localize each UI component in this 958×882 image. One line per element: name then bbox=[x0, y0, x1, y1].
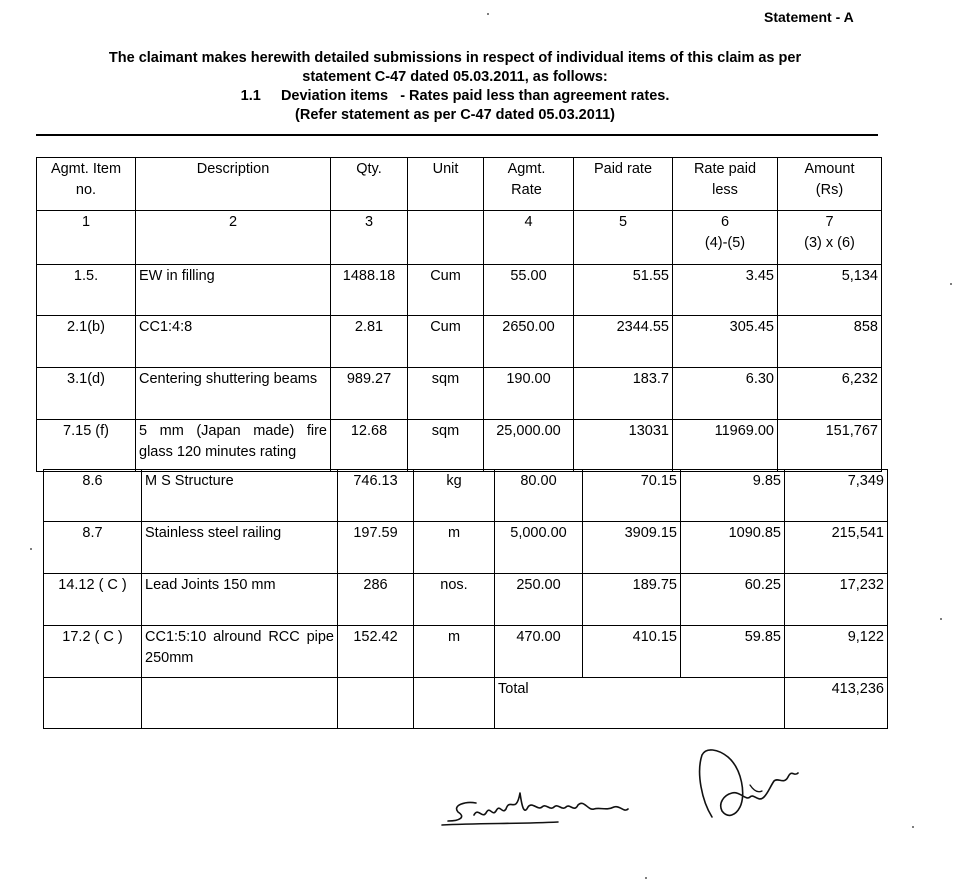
col-number-text: 2 bbox=[228, 214, 238, 230]
header-agmt-rate: Agmt. Rate bbox=[484, 158, 574, 211]
intro-line-4: (Refer statement as per C-47 dated 05.03.2011) bbox=[295, 107, 615, 123]
scan-speck bbox=[30, 548, 32, 550]
statement-label: Statement - A bbox=[764, 9, 854, 25]
cell-paid-rate: 51.55 bbox=[574, 265, 673, 316]
cell-qty: 1488.18 bbox=[331, 265, 408, 316]
cell-qty: 989.27 bbox=[331, 368, 408, 420]
cell-agmt-rate: 190.00 bbox=[484, 368, 574, 420]
cell-amount: 5,134 bbox=[778, 265, 882, 316]
cell-qty: 2.81 bbox=[331, 316, 408, 368]
header-description: Description bbox=[136, 158, 331, 211]
cell-qty: 152.42 bbox=[338, 626, 414, 678]
cell-unit: sqm bbox=[408, 420, 484, 472]
col-number bbox=[673, 211, 778, 265]
cell-item-no: 8.7 bbox=[44, 522, 142, 574]
cell-amount: 7,349 bbox=[785, 470, 888, 522]
cell-rate-paid-less: 9.85 bbox=[681, 470, 785, 522]
cell-description: CC1:5:10 alround RCC pipe 250mm bbox=[142, 626, 338, 678]
cell-agmt-rate: 470.00 bbox=[495, 626, 583, 678]
col-number bbox=[37, 211, 136, 265]
header-item-no: Agmt. Item no. bbox=[37, 158, 136, 211]
cell-qty: 12.68 bbox=[331, 420, 408, 472]
header-paid-rate: Paid rate bbox=[574, 158, 673, 211]
cell-item-no: 2.1(b) bbox=[37, 316, 136, 368]
empty-cell bbox=[142, 678, 338, 729]
cell-unit: Cum bbox=[408, 265, 484, 316]
col-number bbox=[136, 211, 331, 265]
header-unit: Unit bbox=[408, 158, 484, 211]
intro-text bbox=[30, 49, 880, 125]
col-number bbox=[408, 211, 484, 265]
col-number-text: 4 bbox=[524, 214, 533, 230]
cell-paid-rate: 410.15 bbox=[583, 626, 681, 678]
cell-amount: 9,122 bbox=[785, 626, 888, 678]
cell-agmt-rate: 5,000.00 bbox=[495, 522, 583, 574]
cell-agmt-rate: 80.00 bbox=[495, 470, 583, 522]
table-row bbox=[37, 265, 882, 316]
cell-amount: 151,767 bbox=[778, 420, 882, 472]
cell-description: Stainless steel railing bbox=[142, 522, 338, 574]
cell-agmt-rate: 55.00 bbox=[484, 265, 574, 316]
intro-line-2: statement C-47 dated 05.03.2011, as follows: bbox=[302, 69, 608, 85]
scan-speck bbox=[940, 618, 942, 620]
cell-rate-paid-less: 59.85 bbox=[681, 626, 785, 678]
header-row bbox=[37, 158, 882, 211]
cell-rate-paid-less: 11969.00 bbox=[673, 420, 778, 472]
col-formula: (4)-(5) bbox=[704, 235, 746, 251]
cell-description: Centering shuttering beams bbox=[136, 368, 331, 420]
cell-amount: 215,541 bbox=[785, 522, 888, 574]
scan-speck bbox=[912, 826, 914, 828]
header-qty: Qty. bbox=[331, 158, 408, 211]
scan-speck bbox=[645, 877, 647, 879]
cell-amount: 858 bbox=[778, 316, 882, 368]
cell-amount: 6,232 bbox=[778, 368, 882, 420]
cell-description: CC1:4:8 bbox=[136, 316, 331, 368]
cell-paid-rate: 189.75 bbox=[583, 574, 681, 626]
cell-description: Lead Joints 150 mm bbox=[142, 574, 338, 626]
cell-unit: m bbox=[414, 522, 495, 574]
cell-qty: 746.13 bbox=[338, 470, 414, 522]
total-label: Total bbox=[495, 678, 785, 729]
claim-table-lower bbox=[43, 469, 888, 729]
cell-paid-rate: 183.7 bbox=[574, 368, 673, 420]
col-number-text: 1 bbox=[81, 214, 91, 230]
cell-item-no: 1.5. bbox=[37, 265, 136, 316]
col-number bbox=[574, 211, 673, 265]
cell-description: M S Structure bbox=[142, 470, 338, 522]
cell-item-no: 14.12 ( C ) bbox=[44, 574, 142, 626]
header-amount: Amount (Rs) bbox=[778, 158, 882, 211]
cell-amount: 17,232 bbox=[785, 574, 888, 626]
cell-unit: m bbox=[414, 626, 495, 678]
cell-unit: Cum bbox=[408, 316, 484, 368]
cell-paid-rate: 3909.15 bbox=[583, 522, 681, 574]
empty-cell bbox=[338, 678, 414, 729]
cell-paid-rate: 13031 bbox=[574, 420, 673, 472]
table-row bbox=[44, 470, 888, 522]
signature-2 bbox=[688, 745, 808, 835]
table-row bbox=[44, 522, 888, 574]
column-number-row bbox=[37, 211, 882, 265]
cell-item-no: 8.6 bbox=[44, 470, 142, 522]
table-row bbox=[44, 626, 888, 678]
cell-paid-rate: 70.15 bbox=[583, 470, 681, 522]
heading-rule bbox=[36, 134, 878, 136]
claim-table-upper bbox=[36, 157, 882, 472]
empty-cell bbox=[44, 678, 142, 729]
col-number-text: 7 bbox=[825, 214, 834, 230]
cell-rate-paid-less: 305.45 bbox=[673, 316, 778, 368]
empty-cell bbox=[414, 678, 495, 729]
scan-speck bbox=[950, 283, 952, 285]
cell-item-no: 7.15 (f) bbox=[37, 420, 136, 472]
cell-qty: 197.59 bbox=[338, 522, 414, 574]
intro-line-1: The claimant makes herewith detailed submissions in respect of individual items of this claim as per bbox=[108, 50, 802, 66]
cell-description: EW in filling bbox=[136, 265, 331, 316]
cell-item-no: 17.2 ( C ) bbox=[44, 626, 142, 678]
col-number bbox=[484, 211, 574, 265]
signature-1 bbox=[438, 785, 638, 835]
table-row bbox=[37, 420, 882, 472]
col-number-text: 6 bbox=[720, 214, 730, 230]
total-row bbox=[44, 678, 888, 729]
scan-speck bbox=[487, 13, 489, 15]
cell-agmt-rate: 2650.00 bbox=[484, 316, 574, 368]
cell-qty: 286 bbox=[338, 574, 414, 626]
total-amount: 413,236 bbox=[785, 678, 888, 729]
cell-unit: kg bbox=[414, 470, 495, 522]
col-number bbox=[331, 211, 408, 265]
cell-item-no: 3.1(d) bbox=[37, 368, 136, 420]
cell-rate-paid-less: 6.30 bbox=[673, 368, 778, 420]
cell-unit: sqm bbox=[408, 368, 484, 420]
cell-description: 5 mm (Japan made) fire glass 120 minutes rating bbox=[136, 420, 331, 472]
col-formula: (3) x (6) bbox=[804, 235, 855, 251]
cell-rate-paid-less: 1090.85 bbox=[681, 522, 785, 574]
cell-paid-rate: 2344.55 bbox=[574, 316, 673, 368]
intro-line-3: 1.1 Deviation items - Rates paid less than agreement rates. bbox=[240, 88, 670, 104]
cell-unit: nos. bbox=[414, 574, 495, 626]
cell-agmt-rate: 250.00 bbox=[495, 574, 583, 626]
table-row bbox=[44, 574, 888, 626]
table-row bbox=[37, 316, 882, 368]
col-number bbox=[778, 211, 882, 265]
table-row bbox=[37, 368, 882, 420]
cell-rate-paid-less: 3.45 bbox=[673, 265, 778, 316]
header-rate-paid-less: Rate paid less bbox=[673, 158, 778, 211]
cell-rate-paid-less: 60.25 bbox=[681, 574, 785, 626]
cell-agmt-rate: 25,000.00 bbox=[484, 420, 574, 472]
col-number-text: 5 bbox=[618, 214, 628, 230]
col-number-text: 3 bbox=[364, 214, 374, 230]
